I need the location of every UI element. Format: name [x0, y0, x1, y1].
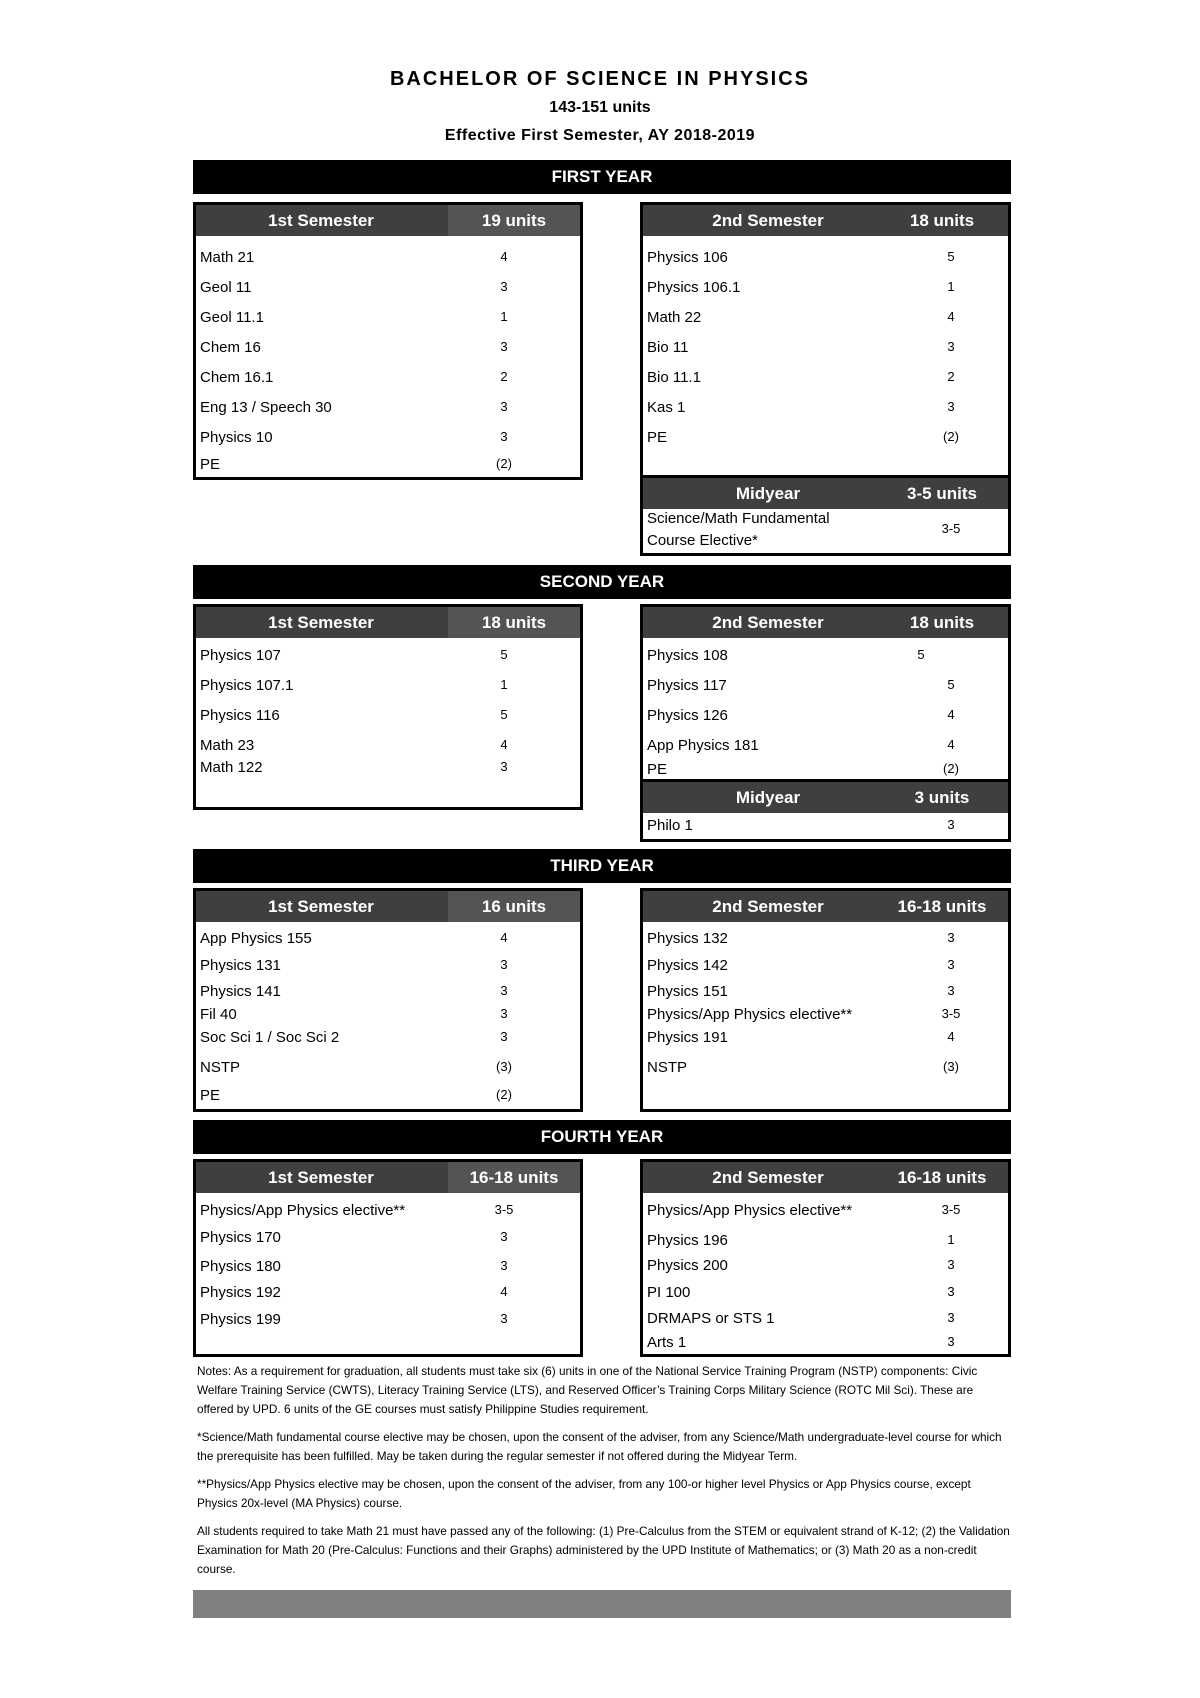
semester-box-y3-s1: 1st Semester 16 units App Physics 155 4 Physics 131 3 Physics 141 3 Fil 40 3 Soc Sci 1 / Soc Sci 2 3 NSTP (3) PE (2) — [193, 888, 583, 1112]
semester-box-y1-s2: 2nd Semester 18 units Physics 106 5 Physics 106.1 1 Math 22 4 Bio 11 3 Bio 11.1 2 Kas 1 3 PE (2) Midyear 3-5 units Science/Math Fundamental Course Elective* 3-5 — [640, 202, 1011, 556]
semester-header: 2nd Semester 18 units — [643, 607, 1008, 638]
semester-box-y4-s1: 1st Semester 16-18 units Physics/App Physics elective** 3-5 Physics 170 3 Physics 180 3 Physics 192 4 Physics 199 3 — [193, 1159, 583, 1357]
semester-header: 2nd Semester 16-18 units — [643, 891, 1008, 922]
effective-term: Effective First Semester, AY 2018-2019 — [444, 127, 756, 144]
semester-box-y1-s1: 1st Semester 19 units Math 21 4 Geol 11 3 Geol 11.1 1 Chem 16 3 Chem 16.1 2 Eng 13 / Speech 30 3 Physics 10 3 PE (2) — [193, 202, 583, 480]
semester-box-y2-s1: 1st Semester 18 units Physics 107 5 Physics 107.1 1 Physics 116 5 Math 23 4 Math 122 3 — [193, 604, 583, 810]
semester-box-y3-s2: 2nd Semester 16-18 units Physics 132 3 Physics 142 3 Physics 151 3 Physics/App Physics elective** 3-5 Physics 191 4 NSTP (3) — [640, 888, 1011, 1112]
year-heading-fourth: FOURTH YEAR — [193, 1120, 1011, 1154]
semester-header: 1st Semester 19 units — [196, 205, 580, 236]
year-heading-second: SECOND YEAR — [193, 565, 1011, 599]
midyear-header: Midyear 3 units — [643, 782, 1008, 813]
semester-box-y4-s2: 2nd Semester 16-18 units Physics/App Physics elective** 3-5 Physics 196 1 Physics 200 3 PI 100 3 DRMAPS or STS 1 3 Arts 1 3 — [640, 1159, 1011, 1357]
footer-bar — [193, 1590, 1011, 1618]
note-physics-elective: **Physics/App Physics elective may be chosen, upon the consent of the adviser, from any 100-or higher level Physics or App Physics course, except Physics 20x-level (MA Physics) course. — [197, 1477, 971, 1510]
note-science-elective: *Science/Math fundamental course elective may be chosen, upon the consent of the adviser, from any Science/Math undergraduate-level course for which the prerequisite has been fulfilled. May be taken during the regular semester if not offered during the Midyear Term. — [197, 1430, 1002, 1463]
note-math21: All students required to take Math 21 must have passed any of the following: (1) Pre-Calculus from the STEM or equivalent strand of K-12; (2) the Validation Examination for Math 20 (Pre-Calculus: Functions and their Graphs) administered by the UPD Institute of Mathematics; or (3) Math 20 as a non-credit course. — [197, 1524, 1010, 1576]
semester-header: 2nd Semester 18 units — [643, 205, 1008, 236]
midyear-header: Midyear 3-5 units — [643, 478, 1008, 509]
semester-header: 1st Semester 18 units — [196, 607, 580, 638]
notes-section — [197, 1362, 1012, 1588]
program-units: 143-151 units — [549, 99, 651, 116]
note-nstp: Notes: As a requirement for graduation, all students must take six (6) units in one of the National Service Training Program (NSTP) components: Civic Welfare Training Service (CWTS), Literacy Training Service (LTS), and Reserved Officer’s Training Corps Military Science (ROTC Mil Sci). These are offered by UPD. 6 units of the GE courses must satisfy Philippine Studies requirement. — [197, 1364, 978, 1416]
year-heading-first: FIRST YEAR — [193, 160, 1011, 194]
year-heading-third: THIRD YEAR — [193, 849, 1011, 883]
semester-header: 1st Semester 16-18 units — [196, 1162, 580, 1193]
semester-header: 1st Semester 16 units — [196, 891, 580, 922]
semester-box-y2-s2: 2nd Semester 18 units Physics 108 5 Physics 117 5 Physics 126 4 App Physics 181 4 PE (2) Midyear 3 units Philo 1 3 — [640, 604, 1011, 842]
semester-header: 2nd Semester 16-18 units — [643, 1162, 1008, 1193]
program-title: BACHELOR OF SCIENCE IN PHYSICS — [389, 68, 811, 90]
